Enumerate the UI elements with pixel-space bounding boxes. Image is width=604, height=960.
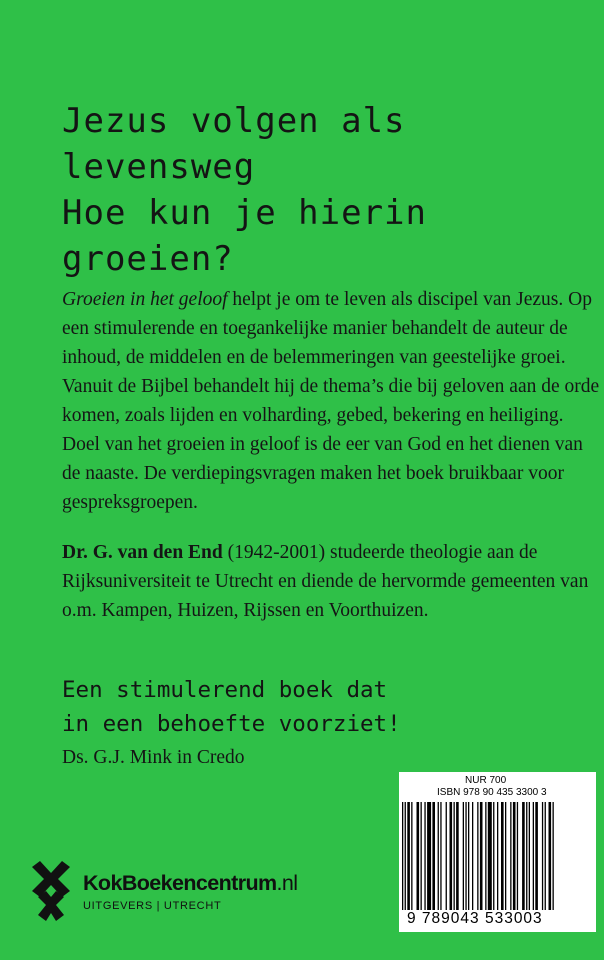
publisher-subtitle: UITGEVERS | UTRECHT xyxy=(83,900,222,912)
book-title: Groeien in het geloof xyxy=(62,289,228,310)
kok-boekencentrum-logo-icon xyxy=(28,857,74,923)
barcode-bar xyxy=(421,802,422,910)
barcode-bar xyxy=(542,802,543,910)
barcode-bars xyxy=(402,802,593,910)
barcode-bar xyxy=(424,802,425,910)
author-bio-text: (1942-2001) studeerde theologie aan de Rijksuniversiteit te Utrecht en diende de hervormde gemeenten van o.m. Kampen, Huizen, Rijssen en Voorthuizen. xyxy=(62,542,589,621)
quote-line: Een stimulerend boek dat xyxy=(62,677,388,703)
barcode-bar xyxy=(545,802,546,910)
barcode-bar xyxy=(454,802,455,910)
barcode-bar xyxy=(485,802,486,910)
barcode-bar xyxy=(522,802,525,910)
author-bio xyxy=(62,538,602,625)
headline-line: groeien? xyxy=(62,239,234,279)
barcode-bar xyxy=(497,802,498,910)
barcode-bar xyxy=(510,802,511,910)
nur-code: NUR 700 xyxy=(465,775,507,786)
barcode-bar xyxy=(517,802,518,910)
barcode-bar xyxy=(407,802,410,910)
barcode-bar xyxy=(432,802,435,910)
review-quote xyxy=(62,673,602,741)
publisher-logo xyxy=(28,857,388,927)
barcode-bar xyxy=(411,802,412,910)
barcode-bar xyxy=(535,802,538,910)
barcode-bar xyxy=(472,802,473,910)
headline xyxy=(62,98,592,282)
blurb-text: helpt je om te leven als discipel van Jezus. Op een stimulerende en toegankelijke manier behandelt de auteur de inhoud, de middelen en de belemmeringen van geestelijke groei. Vanuit de Bijbel behandelt hij de thema’s die bij geloven aan de orde komen, zoals lijden en volharding, gebed, bekering en heiliging. Doel van het groeien in geloof is de eer van God en het dienen van de naaste. De verdiepingsvragen maken het boek bruikbaar voor gespreksgroepen. xyxy=(62,289,600,513)
barcode-bar xyxy=(456,802,459,910)
author-name: Dr. G. van den End xyxy=(62,542,223,563)
barcode-bar xyxy=(505,802,506,910)
barcode-bar xyxy=(553,802,554,910)
barcode-bar xyxy=(526,802,527,910)
barcode-bar xyxy=(533,802,534,910)
barcode-bar xyxy=(417,802,420,910)
barcode-bar xyxy=(446,802,447,910)
quote-source: Ds. G.J. Mink in Credo xyxy=(62,747,245,768)
blurb-paragraph xyxy=(62,285,602,517)
barcode-bar xyxy=(549,802,552,910)
barcode-bar xyxy=(513,802,516,910)
ean-digits: 9 789043 533003 xyxy=(407,910,543,927)
barcode-bar xyxy=(402,802,403,910)
barcode-bar xyxy=(465,802,466,910)
headline-line: Jezus volgen als xyxy=(62,101,406,141)
barcode-bar xyxy=(438,802,439,910)
barcode-bar xyxy=(405,802,406,910)
barcode-bar xyxy=(493,802,494,910)
barcode-bar xyxy=(440,802,441,910)
barcode-bar xyxy=(477,802,478,910)
headline-line: Hoe kun je hierin xyxy=(62,193,427,233)
publisher-name: KokBoekencentrum.nl xyxy=(83,871,298,895)
barcode-bar xyxy=(480,802,483,910)
headline-line: levensweg xyxy=(62,147,256,187)
quote-line: in een behoefte voorziet! xyxy=(62,711,401,737)
barcode-bar xyxy=(529,802,530,910)
barcode-bar xyxy=(468,802,469,910)
isbn-text: ISBN 978 90 435 3300 3 xyxy=(437,787,547,798)
barcode-label xyxy=(399,772,596,932)
barcode-bar xyxy=(488,802,492,910)
barcode-bar xyxy=(463,802,464,910)
barcode-bar xyxy=(427,802,431,910)
barcode-bar xyxy=(501,802,504,910)
barcode-bar xyxy=(450,802,453,910)
